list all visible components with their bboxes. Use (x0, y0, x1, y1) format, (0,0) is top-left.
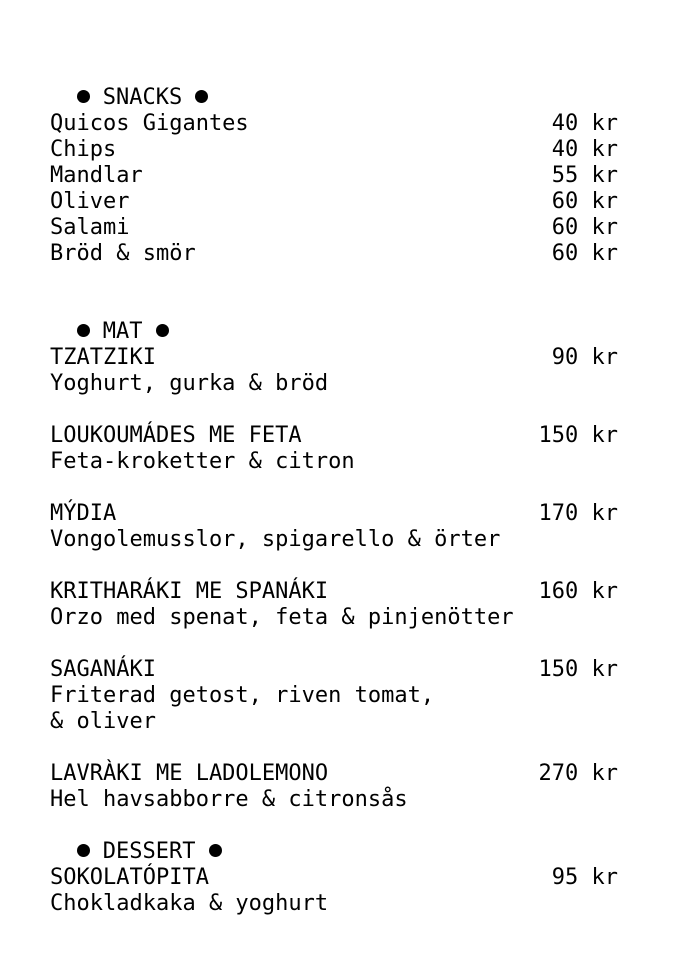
menu-item-price: 60 kr (551, 189, 618, 214)
menu-item-name: SOKOLATÓPITA (50, 865, 209, 890)
bullet-icon (156, 324, 169, 337)
section-title: MAT (102, 319, 143, 344)
menu-item-description: & oliver (50, 709, 156, 734)
bullet-icon (77, 844, 90, 857)
menu-item-name: TZATZIKI (50, 345, 156, 370)
menu-item-description: Friterad getost, riven tomat, (50, 683, 435, 708)
menu-item-price: 60 kr (551, 241, 618, 266)
section-heading-mat (50, 293, 169, 344)
menu-item-description: Feta-kroketter & citron (50, 449, 355, 474)
menu-item-name: KRITHARÁKI ME SPANÁKI (50, 579, 329, 604)
menu-item-price: 160 kr (538, 579, 618, 604)
menu-item-price: 170 kr (538, 501, 618, 526)
menu-item-price: 60 kr (551, 215, 618, 240)
menu-item-price: 55 kr (551, 163, 618, 188)
menu-item-name: Chips (50, 137, 117, 162)
menu-item-name: Oliver (50, 189, 130, 214)
menu-item-description: Vongolemusslor, spigarello & örter (50, 527, 501, 552)
menu-item-description: Hel havsabborre & citronsås (50, 787, 408, 812)
menu-item-description: Orzo med spenat, feta & pinjenötter (50, 605, 514, 630)
menu-item-name: Mandlar (50, 163, 143, 188)
menu-item-price: 150 kr (538, 657, 618, 682)
menu-item-price: 40 kr (551, 137, 618, 162)
bullet-icon (77, 324, 90, 337)
menu-item-name: LOUKOUMÁDES ME FETA (50, 423, 302, 448)
bullet-icon (209, 844, 222, 857)
menu-item-description: Chokladkaka & yoghurt (50, 891, 329, 916)
menu-item-price: 150 kr (538, 423, 618, 448)
menu-item-name: Quicos Gigantes (50, 111, 249, 136)
section-title: SNACKS (102, 85, 183, 110)
section-heading-snacks (50, 59, 208, 110)
menu-item-price: 95 kr (551, 865, 618, 890)
menu-item-price: 90 kr (551, 345, 618, 370)
bullet-icon (77, 90, 90, 103)
menu-item-name: Salami (50, 215, 130, 240)
menu-item-price: 270 kr (538, 761, 618, 786)
menu-item-name: Bröd & smör (50, 241, 196, 266)
bullet-icon (195, 90, 208, 103)
menu-item-description: Yoghurt, gurka & bröd (50, 371, 329, 396)
menu-item-price: 40 kr (551, 111, 618, 136)
menu-item-name: MÝDIA (50, 501, 117, 526)
section-heading-dessert (50, 813, 222, 864)
menu-item-name: LAVRÀKI ME LADOLEMONO (50, 761, 329, 786)
menu-item-name: SAGANÁKI (50, 657, 156, 682)
section-title: DESSERT (102, 839, 196, 864)
